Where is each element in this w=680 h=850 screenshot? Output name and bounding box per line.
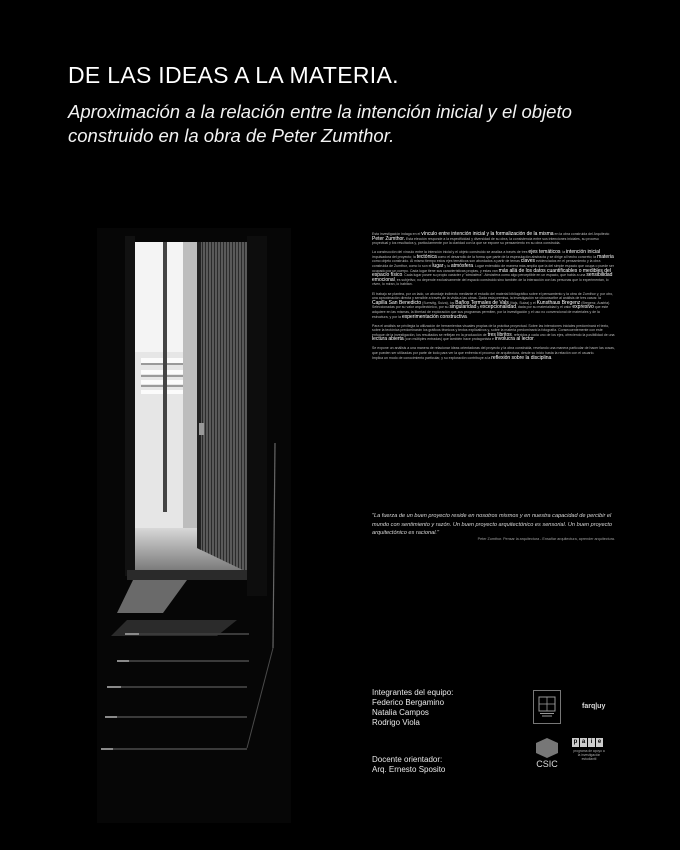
- paragraph-1: [372, 232, 615, 246]
- paie-letter: a: [581, 739, 586, 745]
- text-span: (Vals, Suiza) y el: [508, 300, 537, 305]
- text-span: , dada por su materialidad y el valor: [515, 305, 573, 310]
- emphasis: involucra al lector: [494, 336, 534, 343]
- emphasis: intención inicial: [566, 249, 600, 256]
- body-text: [372, 232, 615, 365]
- quote-source: Peter Zumthor. Pensar la arquitectura - Ensañar arquitectura, aprender arquitectura.: [477, 537, 615, 541]
- advisor-label: Docente orientador:: [372, 755, 443, 764]
- emphasis: Peter Zumthor.: [372, 235, 406, 242]
- text-span: Se expone un análisis a una manera de relacionar ideas orientadoras del proyecto y la obra construida, revelando una manera particular de hacer las cosas, que pueden ser utilizadas por parte de todo para ver la que enfrenta el proceso de arquitectura, desde su inicio hasta la relación con el usuario.: [372, 346, 615, 356]
- text-span: como objeto construido. Al mismo tiempo estos ejes temáticos son abordados a partir de temas: [372, 259, 521, 264]
- paragraph-4: [372, 324, 615, 342]
- emphasis: ejes temáticos: [528, 249, 561, 256]
- text-span: . Lugar entendido de manera más amplia que la del simple espacio que ocupa o puede ser ocupado por un cuerpo. Cada lugar tiene sus características propias, y estas van: [372, 264, 614, 273]
- text-span: en la obra construida del Arquitecto: [553, 232, 610, 236]
- emphasis: materia: [597, 253, 614, 260]
- udelar-crest-icon: [538, 696, 556, 718]
- text-span: como el desarrollo de la forma que parte de la especulación abstracta y se dirige al hecho concreto; la: [436, 254, 598, 259]
- poster-title: DE LAS IDEAS A LA MATERIA.: [68, 62, 399, 88]
- text-span: evidenciados en el pensamiento y la obra construida de Zumthor, como lo son el: [372, 259, 601, 269]
- paie-letter: i: [588, 738, 595, 747]
- team-member: Federico Bergamino: [372, 698, 445, 707]
- emphasis: tres libritos: [487, 331, 512, 338]
- emphasis: Baños Termales de Vals: [455, 299, 509, 306]
- team-member: Natalia Campos: [372, 708, 429, 717]
- text-span: (con múltiples entradas) que también hace protagonista e: [403, 337, 495, 342]
- paie-letters: [572, 738, 612, 747]
- doorway-photo: [97, 228, 291, 823]
- emphasis: experimentación constructiva: [401, 313, 467, 320]
- text-span: (Bregenz, Austria). Seleccionadas por su valor arquitectónico, por su: [372, 300, 611, 310]
- text-span: .: [466, 314, 468, 319]
- emphasis: singularidad: [449, 304, 477, 311]
- poster-subtitle: Aproximación a la relación entre la intención inicial y el objeto construido en la obra de Peter Zumthor.: [68, 101, 572, 146]
- text-span: Esta elección responde a la especificidad y diversidad de su obra, la consistencia entre sus intenciones iniciales, su proceso proyectual y los resultados y, particularmente por la claridad con la que se expone su pensamiento en su obra construida.: [372, 236, 599, 246]
- emphasis: excepcionalidad: [480, 304, 516, 311]
- emphasis: lectura abierta: [372, 336, 404, 343]
- team-label: Integrantes del equipo:: [372, 688, 454, 697]
- csic-mark-icon: [536, 738, 558, 758]
- text-span: que este adquiere en las mismas, la libertad de exploración que sus programas permiten, por la investigación y el uso no convencional de materiales y de la estructura, y por la: [372, 305, 609, 319]
- text-span: El trabajo se plantea, por un lado, un abordaje indirecto mediante el estudio del material bibliográfico sobre el pensamiento y la obra de Zumthor y, por otro, una aproximación directa y sensible a través de la visita a las obras. Dada esta premisa, la investigación se circunscribe al análisis de tres casos: la: [372, 291, 614, 301]
- text-span: : la: [560, 250, 567, 255]
- paie-letter: p: [573, 739, 578, 745]
- paragraph-5: [372, 346, 615, 360]
- text-span: .: [533, 337, 535, 342]
- emphasis: expresivo: [572, 304, 594, 311]
- paragraph-3: [372, 292, 615, 320]
- text-span: La construcción del vínculo entre la intención inicial y el objeto construido se analiza a través de tres: [372, 250, 529, 255]
- emphasis: claves: [520, 258, 536, 265]
- emphasis: más allá de los datos cuantificables o medibles del espacio físico: [372, 267, 611, 279]
- text-span: y: [476, 305, 481, 310]
- emphasis: reflexión sobre la disciplina: [491, 354, 552, 361]
- emphasis: atmósfera: [450, 263, 474, 270]
- text-span: .: [551, 355, 553, 360]
- text-span: impulsadora del proyecto; la: [372, 254, 417, 259]
- paie-letter: e: [597, 739, 602, 745]
- emphasis: Capilla San Benedicto: [372, 299, 422, 306]
- emphasis: vínculo entre intención inicial y la formalización de la misma: [421, 231, 554, 237]
- advisor-name: Arq. Ernesto Sposito: [372, 765, 446, 774]
- text-span: . Cada lugar posee su propio carácter y "atmósfera". Atmósfera como algo perceptible en un espacio, que habla a una: [402, 273, 587, 278]
- text-span: , referidos a cada uno de los ejes, ofreciendo la posibilidad de una: [511, 332, 615, 337]
- csic-logo: [532, 738, 562, 769]
- text-span: y la: [443, 264, 451, 269]
- paie-subtitle: programa de apoyo a la investigación estudiantil: [573, 749, 605, 762]
- emphasis: sensibilidad emocional: [372, 272, 613, 283]
- farq-logo: farq|uy: [582, 703, 606, 710]
- text-span: Esta investigación indaga en el: [372, 232, 422, 236]
- emphasis: Kunsthaus Bregenz: [536, 299, 581, 306]
- advisor-block: [372, 755, 445, 775]
- paragraph-2: [372, 250, 615, 287]
- team-member: Rodrigo Viola: [372, 718, 420, 727]
- text-span: , es subjetivo; no depende exclusivamente del espacio construido sino también de la interacción con las personas que lo experimentan, lo viven, lo miran, lo habitan.: [372, 277, 609, 287]
- csic-text: CSIC: [536, 759, 558, 769]
- text-span: (Sumvitg, Suiza), los: [421, 300, 456, 305]
- text-span: Implica un modo de conocimiento particular, y su exploración contribuye a la: [372, 355, 492, 360]
- text-span: Para el análisis se privilegia la utilización de herramientas visuales propias de la práctica proyectual. Sobre las intenciones iniciales predominará el texto, sobre la tectónica predominarán los gráficos técnicos y textos explicativos y, sobre la materia predominará la fotografía. Consecuentemente con este enfoque de la investigación, los resultados se reflejan en la producción de: [372, 323, 610, 337]
- emphasis: lugar: [432, 263, 444, 270]
- paie-logo: [572, 738, 612, 762]
- emphasis: tectónica: [416, 253, 437, 260]
- udelar-logo: [533, 690, 561, 724]
- team-block: [372, 688, 453, 728]
- zumthor-quote: "La fuerza de un buen proyecto reside en nosotros mismos y en nuestra capacidad de percibir el mundo con sentimiento y razón. Un buen proyecto arquitectónico es sensorial. Un buen proyecto arquitectónico es racional.": [372, 513, 613, 536]
